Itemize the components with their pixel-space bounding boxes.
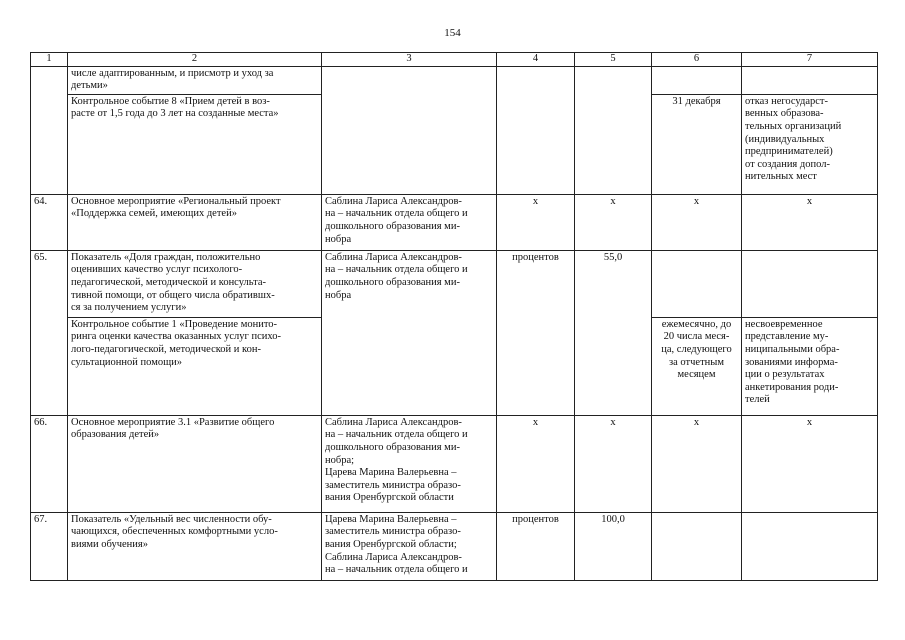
column-header: 1: [31, 53, 68, 67]
activity-cell: Основное мероприятие 3.1 «Развитие общего образования детей»: [68, 415, 322, 512]
plan-table: [30, 52, 878, 581]
column-numbers-row: [31, 53, 878, 67]
unit-cell: [497, 66, 575, 194]
row-number-cell: [31, 66, 68, 194]
risk-cell: х: [742, 194, 878, 250]
date-cell: [652, 512, 742, 580]
unit-cell: процентов: [497, 512, 575, 580]
row-number-cell: 64.: [31, 194, 68, 250]
activity-cell: Показатель «Доля граждан, положительно оценивших качество услуг психолого- педагогической, методической и консульта- тивной помощи, от общего числа обратившх- ся за получением услуги»: [68, 250, 322, 317]
table-row: [31, 512, 878, 580]
date-cell: ежемесячно, до 20 числа меся- ца, следующего за отчетным месяцем: [652, 317, 742, 415]
date-cell: х: [652, 194, 742, 250]
unit-cell: х: [497, 194, 575, 250]
risk-cell: х: [742, 415, 878, 512]
column-header: 5: [575, 53, 652, 67]
column-header: 6: [652, 53, 742, 67]
page-number: 154: [444, 27, 461, 39]
activity-cell: Показатель «Удельный вес численности обу- чающихся, обеспеченных комфортными усло- виями обучения»: [68, 512, 322, 580]
activity-cell: Контрольное событие 8 «Прием детей в воз- расте от 1,5 года до 3 лет на созданные места»: [68, 94, 322, 194]
risk-cell: несвоевременное представление му- ниципальными обра- зованиями информа- ции о результатах анкетирования роди- телей: [742, 317, 878, 415]
row-number-cell: 65.: [31, 250, 68, 415]
date-cell: х: [652, 415, 742, 512]
risk-cell: отказ негосударст- венных образова- тельных организаций (индивидуальных предпринимателей) от создания допол- нительных мест: [742, 94, 878, 194]
date-cell: [652, 250, 742, 317]
responsible-cell: Саблина Лариса Александров- на – начальник отдела общего и дошкольного образования ми- нобра: [322, 250, 497, 415]
activity-cell: Контрольное событие 1 «Проведение монито- ринга оценки качества оказанных услуг психо- лого-педагогической, методической и кон- сультационной помощи»: [68, 317, 322, 415]
value-cell: х: [575, 194, 652, 250]
value-cell: х: [575, 415, 652, 512]
value-cell: 55,0: [575, 250, 652, 415]
date-cell: 31 декабря: [652, 94, 742, 194]
responsible-cell: Саблина Лариса Александров- на – начальник отдела общего и дошкольного образования ми- нобра: [322, 194, 497, 250]
activity-cell: Основное мероприятие «Региональный проект «Поддержка семей, имеющих детей»: [68, 194, 322, 250]
column-header: 7: [742, 53, 878, 67]
responsible-cell: [322, 66, 497, 194]
table-row: [31, 250, 878, 317]
table-row: [31, 66, 878, 94]
column-header: 4: [497, 53, 575, 67]
column-header: 3: [322, 53, 497, 67]
value-cell: [575, 66, 652, 194]
value-cell: 100,0: [575, 512, 652, 580]
risk-cell: [742, 250, 878, 317]
table-row: [31, 415, 878, 512]
unit-cell: процентов: [497, 250, 575, 415]
row-number-cell: 67.: [31, 512, 68, 580]
date-cell: [652, 66, 742, 94]
risk-cell: [742, 512, 878, 580]
unit-cell: х: [497, 415, 575, 512]
table-row: [31, 194, 878, 250]
activity-cell: числе адаптированным, и присмотр и уход за детьми»: [68, 66, 322, 94]
responsible-cell: Царева Марина Валерьевна – заместитель министра образо- вания Оренбургской области; Саблина Лариса Александров- на – начальник отдела общего и: [322, 512, 497, 580]
responsible-cell: Саблина Лариса Александров- на – начальник отдела общего и дошкольного образования ми- нобра; Царева Марина Валерьевна – заместитель министра образо- вания Оренбургской области: [322, 415, 497, 512]
row-number-cell: 66.: [31, 415, 68, 512]
column-header: 2: [68, 53, 322, 67]
risk-cell: [742, 66, 878, 94]
